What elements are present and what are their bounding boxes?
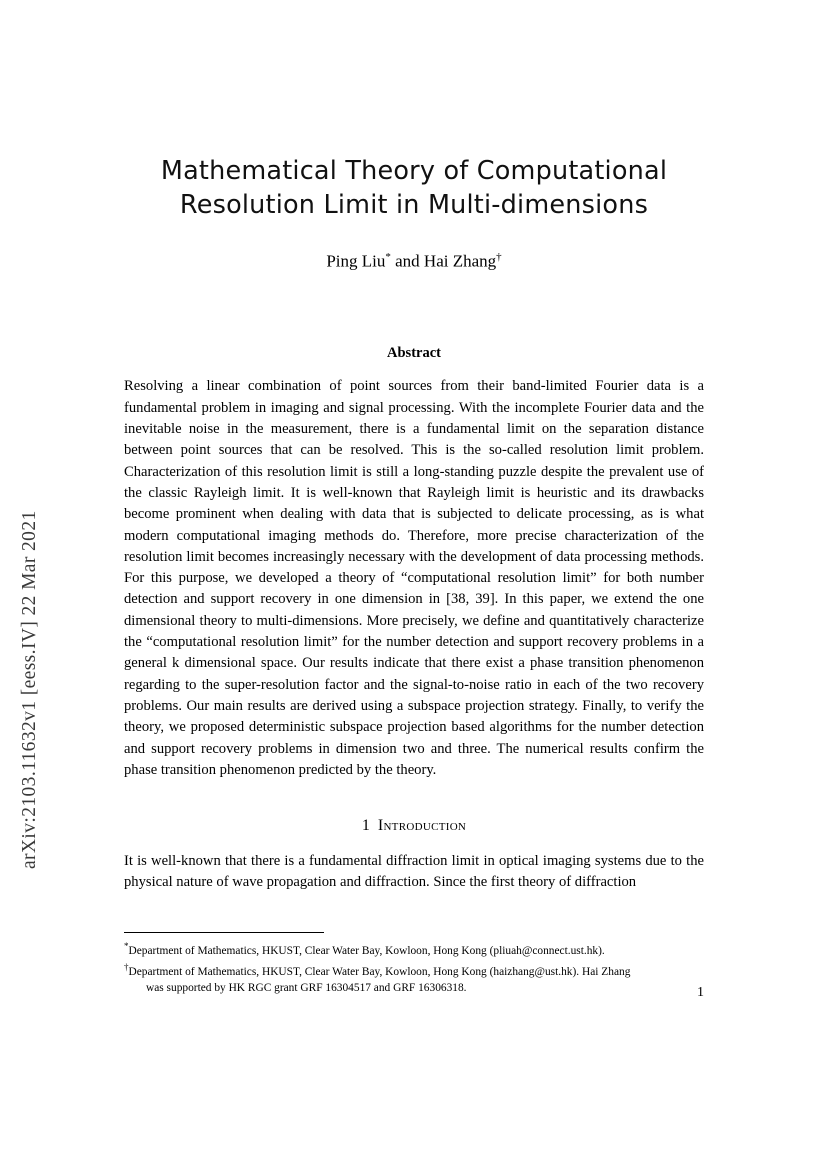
page-number: 1 [697,985,704,1000]
author-second-footnote-mark: † [496,250,502,263]
arxiv-identifier-stamp [0,0,60,1169]
author-first-name: Ping Liu [326,251,386,271]
introduction-paragraph: It is well-known that there is a fundamental diffraction limit in optical imaging systems due to the physical nature of wave propagation and diffraction. Since the first theory of diffraction [124,853,704,891]
footnote-text-continued: was supported by HK RGC grant GRF 16304517 and GRF 16306318. [146,981,467,994]
arxiv-identifier-text: arXiv:2103.11632v1 [eess.IV] 22 Mar 2021 [19,510,40,869]
section-heading-introduction [124,817,704,835]
author-second-name: Hai Zhang [423,251,497,271]
title-line-2: Resolution Limit in Multi-dimensions [179,189,649,220]
footnote-text: Department of Mathematics, HKUST, Clear Water Bay, Kowloon, Hong Kong (pliuah@connect.ust.hk). [128,944,605,957]
author-list [124,251,704,272]
footnote-text: Department of Mathematics, HKUST, Clear Water Bay, Kowloon, Hong Kong (haizhang@ust.hk). Hai Zhang [128,965,631,978]
page-title [124,155,704,223]
abstract-heading: Abstract [387,345,441,362]
author-first-footnote-mark: * [385,250,391,263]
footnote-mark: * [124,940,129,951]
paper-page [124,0,704,1169]
footnote-mark: † [124,961,129,972]
author-conjunction: and [390,251,424,271]
abstract-text: Resolving a linear combination of point sources from their band-limited Fourier data is a fundamental problem in imaging and signal processing. With the incomplete Fourier data and the inevitable noise in the measurement, there is a fundamental limit on the separation distance between point sources that can be resolved. This is the so-called resolution limit problem. Characterization of this resolution limit is still a long-standing puzzle despite the prevalent use of the classic Rayleigh limit. It is well-known that Rayleigh limit is heuristic and its drawbacks become prominent when dealing with data that is subjected to delicate processing, as is what modern computational imaging methods do. Therefore, more precise characterization of the resolution limit becomes increasingly necessary with the development of data processing methods. For this purpose, we developed a theory of “computational resolution limit” for both number detection and support recovery in one dimension in [38, 39]. In this paper, we extend the one dimensional theory to multi-dimensions. More precisely, we define and quantitatively characterize the “computational resolution limit” for the number detection and support recovery problems in a general k dimensional space. Our results indicate that there exist a phase transition phenomenon regarding to the super-resolution factor and the signal-to-noise ratio in each of the two recovery problems. Our main results are derived using a subspace projection strategy. Finally, to verify the theory, we proposed deterministic subspace projection based algorithms for the number detection and support recovery problems in dimension two and three. The numerical results confirm the phase transition phenomenon predicted by the theory. [124,378,704,778]
footnote-item [124,940,704,959]
title-line-1: Mathematical Theory of Computational [160,156,668,186]
section-title: Introduction [377,817,467,835]
section-number: 1 [361,817,370,835]
footnote-separator-rule [124,932,324,933]
